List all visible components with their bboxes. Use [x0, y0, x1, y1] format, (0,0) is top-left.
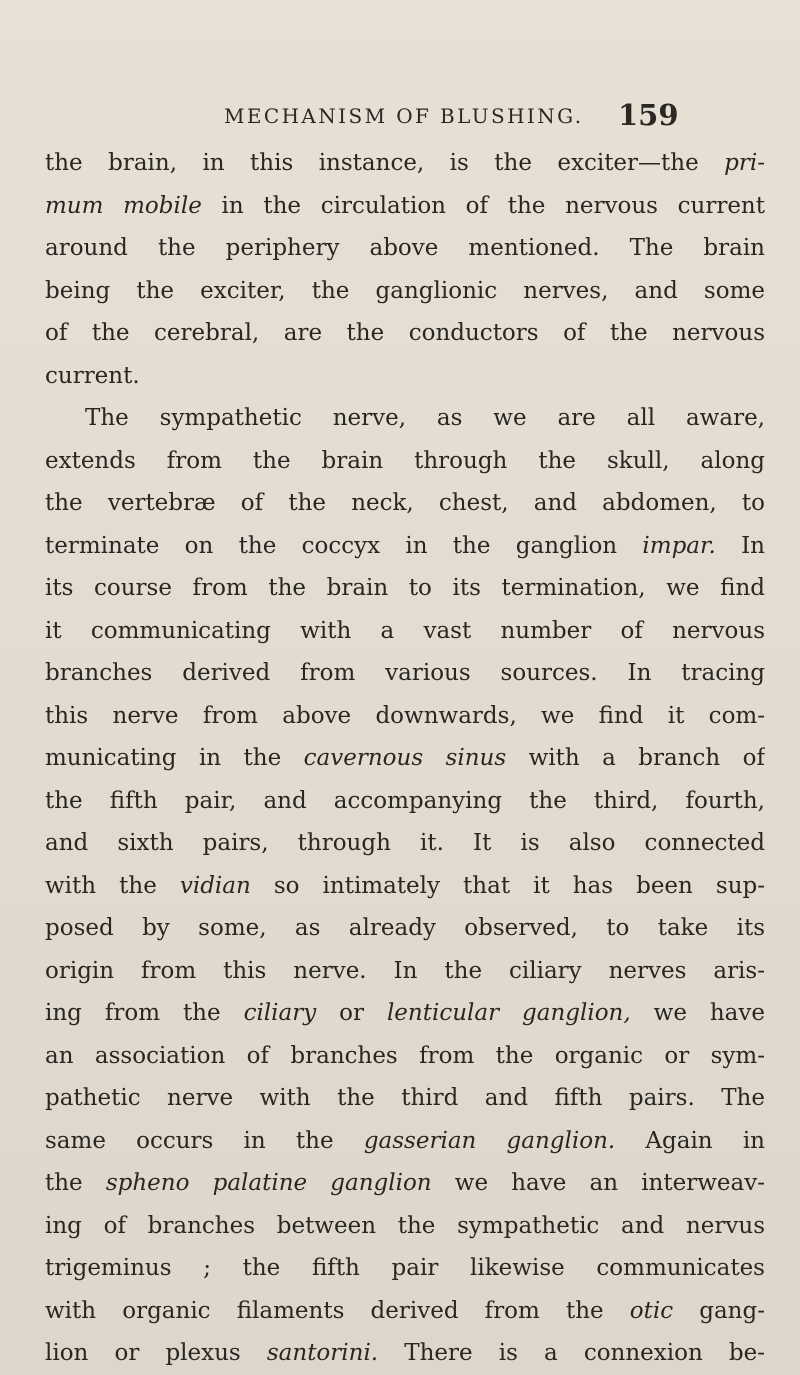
- text-line: [45, 822, 765, 865]
- text-line: [45, 1162, 765, 1205]
- text-segment: or: [316, 1000, 387, 1026]
- text-line: [45, 355, 765, 398]
- text-segment: an association of branches from the organic or sym-: [45, 1042, 765, 1069]
- text-segment: municating in the: [45, 745, 304, 771]
- text-segment: the fifth pair, and accompanying the third, fourth,: [45, 787, 765, 814]
- text-segment: the: [45, 1170, 106, 1196]
- italic-term: otic: [629, 1297, 674, 1324]
- italic-term: ciliary: [243, 1000, 317, 1026]
- text-segment: extends from the brain through the skull, along: [45, 447, 765, 474]
- text-segment: origin from this nerve. In the ciliary nerves aris-: [45, 957, 765, 984]
- text-segment: in the circulation of the nervous current: [201, 192, 765, 219]
- text-segment: In: [715, 532, 765, 559]
- text-segment: of the cerebral, are the conductors of the nervous: [45, 320, 765, 346]
- text-line: [45, 1290, 765, 1333]
- text-line: [45, 567, 765, 610]
- text-line: [45, 227, 765, 270]
- text-line: [45, 1035, 765, 1078]
- text-line: [45, 610, 765, 653]
- text-segment: gang-: [673, 1297, 765, 1324]
- text-segment: branches derived from various sources. In tracing: [45, 660, 765, 686]
- text-line: [45, 440, 765, 483]
- text-line: [45, 1205, 765, 1248]
- text-segment: we have an interweav-: [431, 1170, 765, 1196]
- text-segment: its course from the brain to its termination, we find: [45, 575, 765, 601]
- text-line: [45, 907, 765, 950]
- italic-term: cavernous sinus: [303, 745, 507, 771]
- text-segment: around the periphery above mentioned. The brain: [45, 235, 765, 261]
- text-segment: pathetic nerve with the third and fifth pairs. The: [45, 1085, 765, 1111]
- text-segment: the vertebræ of the neck, chest, and abdomen, to: [45, 490, 765, 516]
- text-segment: posed by some, as already observed, to take its: [45, 915, 765, 941]
- text-segment: There is a connexion be-: [378, 1340, 765, 1366]
- text-line: [45, 270, 765, 313]
- text-segment: ing from the: [45, 1000, 244, 1026]
- text-segment: this nerve from above downwards, we find it com-: [45, 702, 765, 729]
- italic-term: impar.: [642, 532, 716, 559]
- text-line: [45, 185, 765, 228]
- text-line: [45, 397, 765, 440]
- text-line: [45, 482, 765, 525]
- text-segment: and sixth pairs, through it. It is also connected: [45, 830, 765, 856]
- text-segment: lion or plexus: [45, 1340, 267, 1366]
- text-line: [45, 142, 765, 185]
- text-line: [45, 1332, 765, 1375]
- text-segment: with the: [45, 872, 180, 899]
- text-line: [45, 1077, 765, 1120]
- text-segment: so intimately that it has been sup-: [250, 872, 765, 899]
- text-segment: current.: [45, 362, 140, 389]
- italic-term: santorini.: [266, 1340, 379, 1366]
- text-line: [45, 780, 765, 823]
- text-segment: ing of branches between the sympathetic and nervus: [45, 1212, 765, 1239]
- italic-term: pri-: [724, 150, 765, 176]
- text-line: [45, 865, 765, 908]
- italic-term: gasserian ganglion.: [363, 1127, 616, 1154]
- text-segment: with organic filaments derived from the: [45, 1297, 630, 1324]
- text-line: [45, 950, 765, 993]
- text-line: [45, 1247, 765, 1290]
- body-text: [45, 142, 765, 1375]
- text-segment: trigeminus ; the fifth pair likewise communicates: [45, 1255, 765, 1281]
- italic-term: mum mobile: [45, 192, 202, 219]
- text-segment: the brain, in this instance, is the exciter—the: [45, 150, 725, 176]
- page-header: [0, 96, 800, 136]
- text-segment: being the exciter, the ganglionic nerves, and some: [45, 277, 765, 304]
- text-segment: Again in: [615, 1127, 765, 1154]
- text-segment: we have: [630, 1000, 765, 1026]
- text-line: [45, 312, 765, 355]
- text-segment: it communicating with a vast number of nervous: [45, 617, 765, 644]
- italic-term: spheno palatine ganglion: [105, 1170, 432, 1196]
- text-line: [45, 1120, 765, 1163]
- text-line: [45, 992, 765, 1035]
- text-line: [45, 525, 765, 568]
- text-segment: The sympathetic nerve, as we are all aware,: [85, 405, 765, 431]
- running-head: MECHANISM OF BLUSHING.: [224, 104, 584, 128]
- italic-term: vidian: [179, 872, 251, 899]
- text-segment: same occurs in the: [45, 1127, 364, 1154]
- italic-term: lenticular ganglion,: [386, 1000, 631, 1026]
- text-line: [45, 737, 765, 780]
- text-line: [45, 695, 765, 738]
- text-segment: terminate on the coccyx in the ganglion: [45, 532, 643, 559]
- text-line: [45, 652, 765, 695]
- page-number: 159: [618, 98, 679, 132]
- text-segment: with a branch of: [506, 745, 765, 771]
